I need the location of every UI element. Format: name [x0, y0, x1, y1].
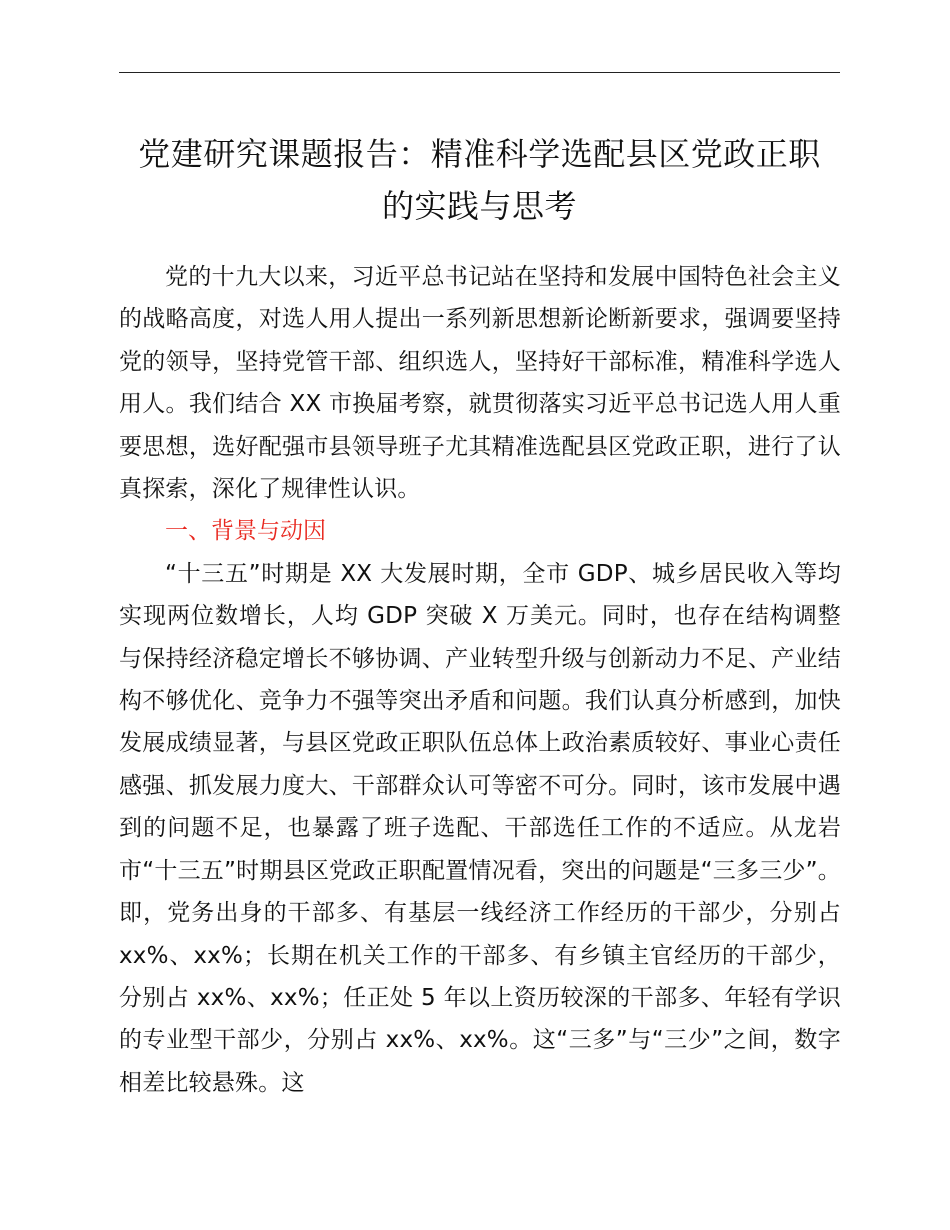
intro-paragraph: 党的十九大以来，习近平总书记站在坚持和发展中国特色社会主义的战略高度，对选人用人提出一系列新思想新论断新要求，强调要坚持党的领导，坚持党管干部、组织选人，坚持好干部标准，精准科学选人用人。我们结合 XX 市换届考察，就贯彻落实习近平总书记选人用人重要思想，选好配强市县领导班子尤其精准选配县区党政正职，进行了认真探索，深化了规律性认识。: [119, 264, 841, 503]
section-heading: 一、背景与动因: [165, 518, 326, 545]
document-title: [110, 128, 849, 232]
title-line-1: 党建研究课题报告：精准科学选配县区党政正职: [138, 135, 821, 173]
title-line-2: 的实践与思考: [381, 187, 577, 225]
document-body: [119, 256, 841, 1104]
header-rule: [119, 72, 840, 73]
section-paragraph: “十三五”时期是 XX 大发展时期，全市 GDP、城乡居民收入等均实现两位数增长，人均 GDP 突破 X 万美元。同时，也存在结构调整与保持经济稳定增长不够协调、产业转型升级与创新动力不足、产业结构不够优化、竞争力不强等突出矛盾和问题。我们认真分析感到，加快发展成绩显著，与县区党政正职队伍总体上政治素质较好、事业心责任感强、抓发展力度大、干部群众认可等密不可分。同时，该市发展中遇到的问题不足，也暴露了班子选配、干部选任工作的不适应。从龙岩市“十三五”时期县区党政正职配置情况看，突出的问题是“三多三少”。即，党务出身的干部多、有基层一线经济工作经历的干部少，分别占 xx%、xx%；长期在机关工作的干部多、有乡镇主官经历的干部少，分别占 xx%、xx%；任正处 5 年以上资历较深的干部多、年轻有学识的专业型干部少，分别占 xx%、xx%。这“三多”与“三少”之间，数字相差比较悬殊。这: [119, 560, 841, 1096]
